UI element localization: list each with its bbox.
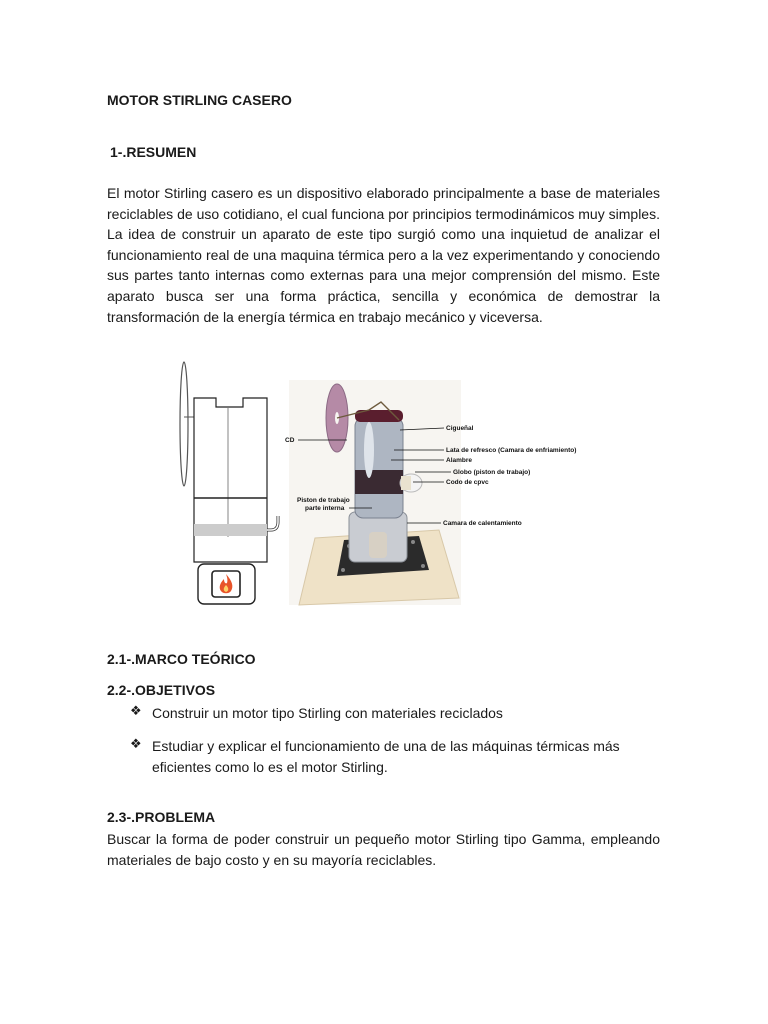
can-highlight	[364, 422, 374, 478]
screw	[421, 564, 425, 568]
heating-chamber-opening	[369, 532, 387, 558]
objective-item	[130, 703, 670, 724]
label-lata: Lata de refresco (Camara de enfriamiento)	[446, 447, 577, 454]
cpvc-elbow	[401, 476, 411, 490]
abstract-paragraph: El motor Stirling casero es un dispositivo elaborado principalmente a base de materiales reciclables de uso cotidiano, el cual funciona por principios termodinámicos muy simples. La idea de construir un aparato de este tipo surgió como una inquietud de analizar el funcionamiento real de una maquina térmica pero a la vez experimentando y conociendo sus partes tanto internas como externas para una mejor comprensión del mismo. Este aparato busca ser una forma práctica, sencilla y económica de demostrar la transformación de la energía térmica en trabajo mecánico y viceversa.	[107, 185, 660, 325]
label-piston-1: Piston de trabajo	[297, 497, 350, 504]
label-camara: Camara de calentamiento	[443, 520, 522, 527]
cylinder-body	[194, 398, 267, 562]
document-title: MOTOR STIRLING CASERO	[107, 92, 292, 108]
can-cylinder	[355, 418, 403, 518]
section-heading-objetivos: 2.2-.OBJETIVOS	[107, 682, 216, 698]
label-piston-2: parte interna	[305, 505, 345, 512]
label-codo: Codo de cpvc	[446, 479, 489, 486]
label-cd: CD	[285, 437, 295, 444]
label-alambre: Alambre	[446, 457, 473, 464]
cd-disc-outline	[180, 362, 188, 486]
elbow-pipe-inner	[267, 516, 278, 530]
can-label	[355, 470, 403, 494]
diamond-bullet-icon: ❖	[130, 736, 142, 751]
screw	[411, 540, 415, 544]
section-heading-marco-teorico: 2.1-.MARCO TEÓRICO	[107, 651, 256, 667]
piston-band	[194, 524, 267, 536]
label-globo: Globo (piston de trabajo)	[453, 469, 531, 476]
objective-text: Construir un motor tipo Stirling con materiales reciclados	[152, 705, 503, 721]
problem-paragraph: Buscar la forma de poder construir un pequeño motor Stirling tipo Gamma, empleando materiales de bajo costo y en su mayoría reciclables.	[107, 831, 660, 868]
section-heading-problema: 2.3-.PROBLEMA	[107, 809, 216, 825]
objective-item	[130, 736, 650, 778]
engine-photo	[285, 380, 577, 605]
screw	[341, 568, 345, 572]
diamond-bullet-icon: ❖	[130, 703, 142, 718]
objective-text: Estudiar y explicar el funcionamiento de una de las máquinas térmicas más eficientes como lo es el motor Stirling.	[152, 738, 620, 775]
label-ciguenal: Cigueñal	[446, 425, 474, 432]
section-heading-resumen: 1-.RESUMEN	[110, 144, 197, 160]
